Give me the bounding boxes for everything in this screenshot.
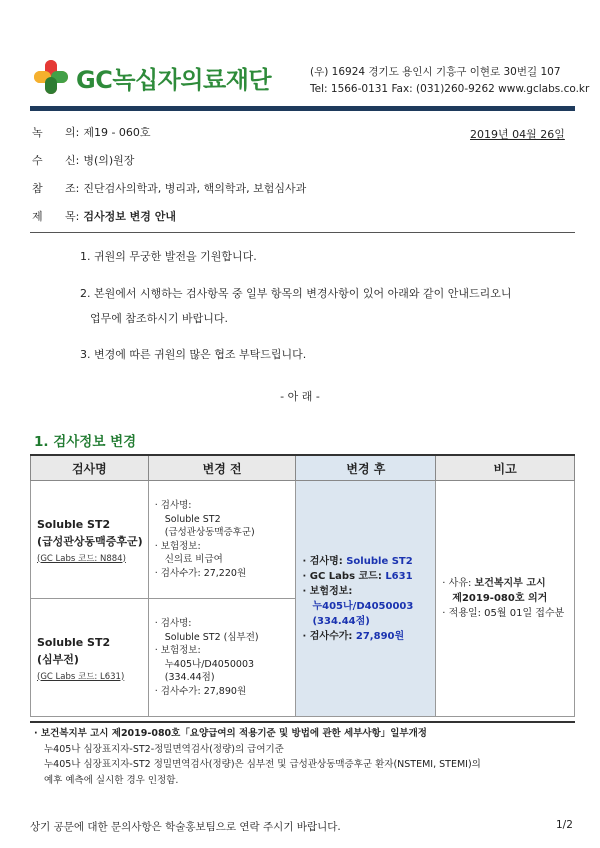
before-line: · 보험정보:: [154, 540, 201, 552]
before-cell: [148, 481, 296, 599]
reference-row: 참 조: 진단검사의학과, 병리과, 핵의학과, 보험심사과: [32, 182, 307, 195]
footnote-line: 누405나 심장표지자-ST2 정밀면역검사(정량)은 심부전 및 급성관상동맥증후군 환자(NSTEMI, STEMI)의: [44, 759, 481, 770]
footnote-line: 예후 예측에 실시한 경우 인정함.: [44, 774, 179, 786]
test-name: Soluble ST2: [37, 517, 111, 531]
test-name: Soluble ST2: [37, 635, 111, 649]
doc-number-row: 녹 의: 제19 - 060호: [32, 126, 151, 139]
test-name-cell: [31, 599, 149, 717]
note-cell: [436, 481, 575, 717]
after-label: · 검사수가:: [302, 630, 356, 642]
col-header-after: 변경 후: [296, 455, 436, 481]
meta-divider: [30, 232, 575, 233]
note-value: 제2019-080호 의거: [452, 593, 548, 604]
subject-row: 제 목: 검사정보 변경 안내: [32, 210, 177, 223]
before-line: · 보험정보:: [154, 645, 201, 656]
paragraph-2-cont: 업무에 참조하시기 바랍니다.: [90, 312, 229, 325]
before-line: Soluble ST2: [164, 513, 221, 525]
table-header-row: [31, 455, 575, 481]
after-value: 누405나/D4050003: [312, 600, 414, 612]
after-value: (334.44점): [312, 615, 370, 627]
reference: 진단검사의학과, 병리과, 핵의학과, 보험심사과: [83, 182, 307, 195]
after-label: · 검사명:: [302, 555, 347, 567]
before-line: 신의료 비급여: [164, 554, 223, 565]
after-value: Soluble ST2: [346, 555, 413, 567]
table-bottom-rule: [30, 721, 575, 723]
before-line: · 검사수가: 27,890원: [154, 685, 247, 697]
after-label: · GC Labs 코드:: [302, 570, 386, 582]
note-label: · 사유:: [442, 578, 475, 589]
col-header-test-name: 검사명: [31, 455, 149, 481]
before-cell: [148, 599, 296, 717]
test-change-table: [30, 454, 575, 717]
recipient: 병(의)원장: [83, 154, 135, 167]
paragraph-3: 3. 변경에 따른 귀원의 많은 협조 부탁드립니다.: [80, 348, 307, 361]
note-value: 보건복지부 고시: [474, 578, 546, 589]
test-code: (GC Labs 코드: L631): [37, 671, 125, 682]
paragraph-1: 1. 귀원의 무궁한 발전을 기원합니다.: [80, 250, 257, 263]
col-header-note: 비고: [436, 455, 575, 481]
before-line: · 검사명:: [154, 618, 192, 629]
footer-contact-note: 상기 공문에 대한 문의사항은 학술홍보팀으로 연락 주시기 바랍니다.: [30, 821, 341, 833]
center-heading: - 아 래 -: [280, 390, 320, 403]
doc-number: 제19 - 060호: [83, 126, 151, 139]
contact-line: Tel: 1566-0131 Fax: (031)260-9262 www.gclabs.co.kr: [310, 83, 590, 95]
after-cell: [296, 481, 436, 717]
after-value: L631: [385, 570, 413, 582]
table-row: [31, 481, 575, 599]
footnote-line: 누405나 심장표지자-ST2-정밀면역검사(정량)의 급여기준: [44, 743, 284, 755]
test-code: (GC Labs 코드: N884): [37, 553, 126, 564]
gc-cross-logo-icon: [32, 58, 70, 96]
note-line: · 적용일: 05월 01일 접수분: [442, 608, 565, 619]
before-line: · 검사수가: 27,220원: [154, 567, 247, 579]
recipient-row: 수 신: 병(의)원장: [32, 154, 135, 167]
footnote: [34, 726, 481, 788]
test-name-cell: [31, 481, 149, 599]
before-line: Soluble ST2 (심부전): [164, 631, 259, 643]
doc-date: 2019년 04월 26일: [470, 128, 565, 141]
company-logo-text: GC녹십자의료재단: [76, 66, 272, 94]
address-line: (우) 16924 경기도 용인시 기흥구 이현로 30번길 107: [310, 66, 561, 78]
col-header-before: 변경 전: [148, 455, 296, 481]
test-name-sub: (급성관상동맥증후군): [37, 534, 143, 548]
section-title: 1. 검사정보 변경: [34, 434, 137, 450]
paragraph-2: 2. 본원에서 시행하는 검사항목 중 일부 항목의 변경사항이 있어 아래와 같이 안내드리오니: [80, 287, 512, 300]
after-label: · 보험정보:: [302, 585, 353, 597]
company-address: [310, 64, 589, 98]
test-name-sub: (심부전): [37, 652, 79, 666]
before-line: 누405나/D4050003: [164, 658, 255, 670]
footnote-title: · 보건복지부 고시 제2019-080호「요양급여의 적용기준 및 방법에 관한 세부사항」일부개정: [34, 728, 427, 739]
before-line: (급성관상동맥증후군): [164, 527, 255, 538]
header-divider: [30, 106, 575, 111]
before-line: (334.44점): [164, 672, 215, 683]
before-line: · 검사명:: [154, 500, 192, 511]
subject: 검사정보 변경 안내: [83, 210, 177, 223]
after-value: 27,890원: [355, 630, 405, 642]
page-number: 1/2: [556, 819, 573, 831]
